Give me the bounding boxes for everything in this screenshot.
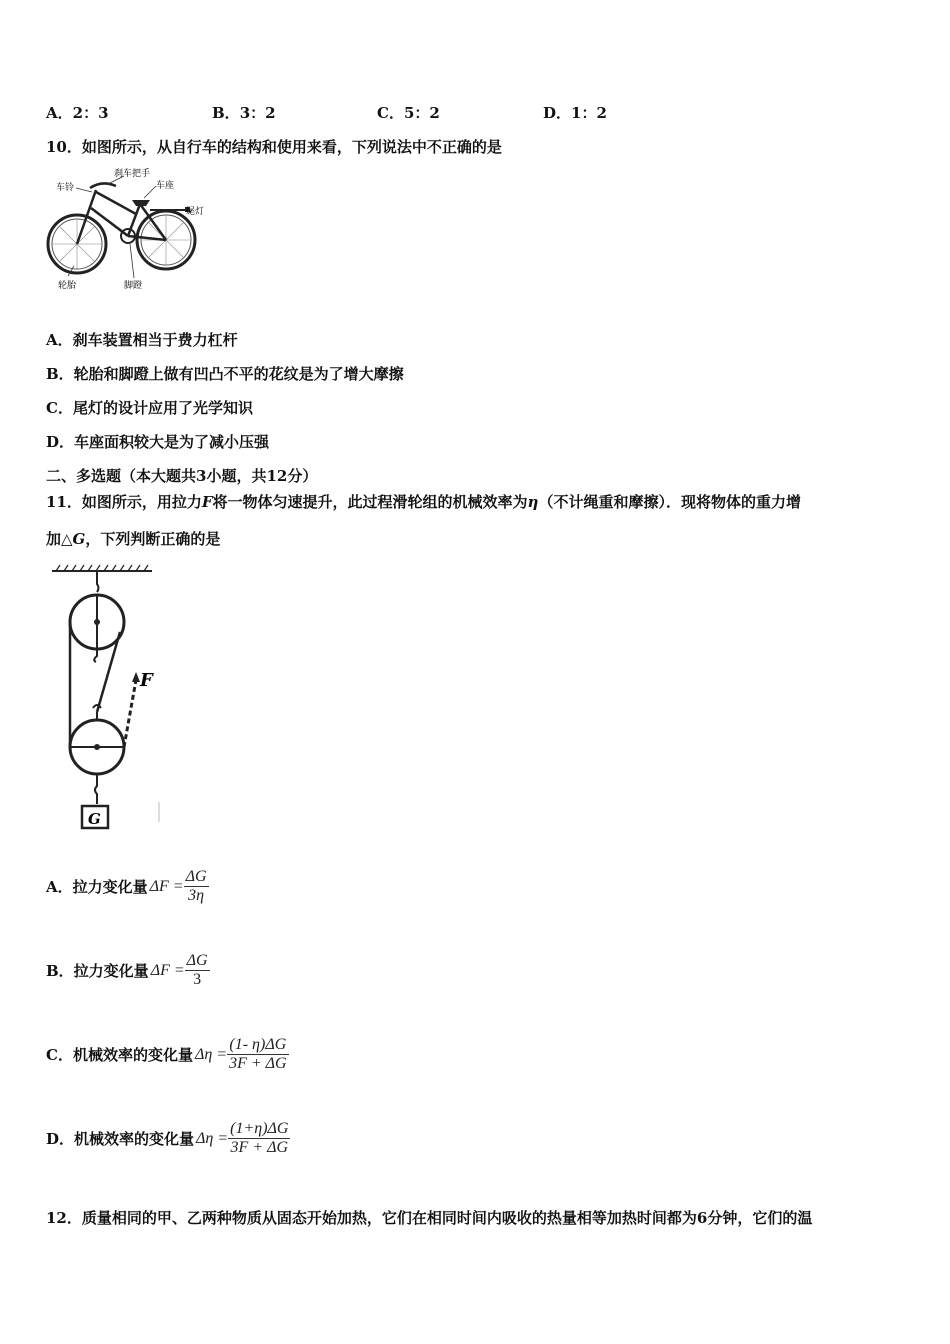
- q9-option-c: C．5：2: [377, 104, 440, 122]
- weight-label: G: [88, 810, 101, 828]
- label-tire: 轮胎: [58, 281, 77, 291]
- section-heading: 二、多选题（本大题共3小题，共12分）: [46, 467, 318, 485]
- label-pedal: 脚蹬: [124, 281, 143, 291]
- q10-option-b: B．轮胎和脚蹬上做有凹凸不平的花纹是为了增大摩擦: [46, 365, 404, 383]
- q11-stem-line2: 加△G，下列判断正确的是: [46, 530, 221, 548]
- q10-option-d: D．车座面积较大是为了减小压强: [46, 433, 270, 451]
- label-bell: 车铃: [56, 183, 75, 193]
- q11-option-c: C．机械效率的变化量 Δη = $\frac{(1- \eta)\Delta G}{3F + \Delta G}$: [46, 1036, 287, 1072]
- pulley-figure: [48, 562, 163, 837]
- q10-option-c: C．尾灯的设计应用了光学知识: [46, 399, 253, 417]
- q9-option-a: A．2：3: [46, 104, 109, 122]
- q10-stem: 10．如图所示，从自行车的结构和使用来看，下列说法中不正确的是: [46, 138, 502, 156]
- q11-option-b: B．拉力变化量 ΔF = $\frac{\Delta G}{3}$: [46, 952, 208, 988]
- q9-option-d: D．1：2: [543, 104, 607, 122]
- q12-stem: 12．质量相同的甲、乙两种物质从固态开始加热，它们在相同时间内吸收的热量相等加热时间都为6分钟，它们的温: [46, 1209, 813, 1227]
- label-seat: 车座: [156, 181, 175, 191]
- q11-stem-line1: 11．如图所示，用拉力F将一物体匀速提升，此过程滑轮组的机械效率为η（不计绳重和摩擦）．现将物体的重力增: [46, 493, 801, 511]
- bicycle-figure: [44, 166, 214, 294]
- force-label: F: [140, 670, 153, 691]
- q10-option-a: A．刹车装置相当于费力杠杆: [46, 331, 238, 349]
- label-taillight: 尾灯: [186, 207, 205, 217]
- label-brake: 刹车把手: [114, 169, 151, 179]
- q11-option-d: D．机械效率的变化量 Δη = $\frac{(1+\eta)\Delta G}{3F + \Delta G}$: [46, 1120, 289, 1156]
- q9-option-b: B．3：2: [212, 104, 276, 122]
- q11-option-a: A．拉力变化量 ΔF = $\frac{\Delta G}{3\eta}$: [46, 868, 207, 904]
